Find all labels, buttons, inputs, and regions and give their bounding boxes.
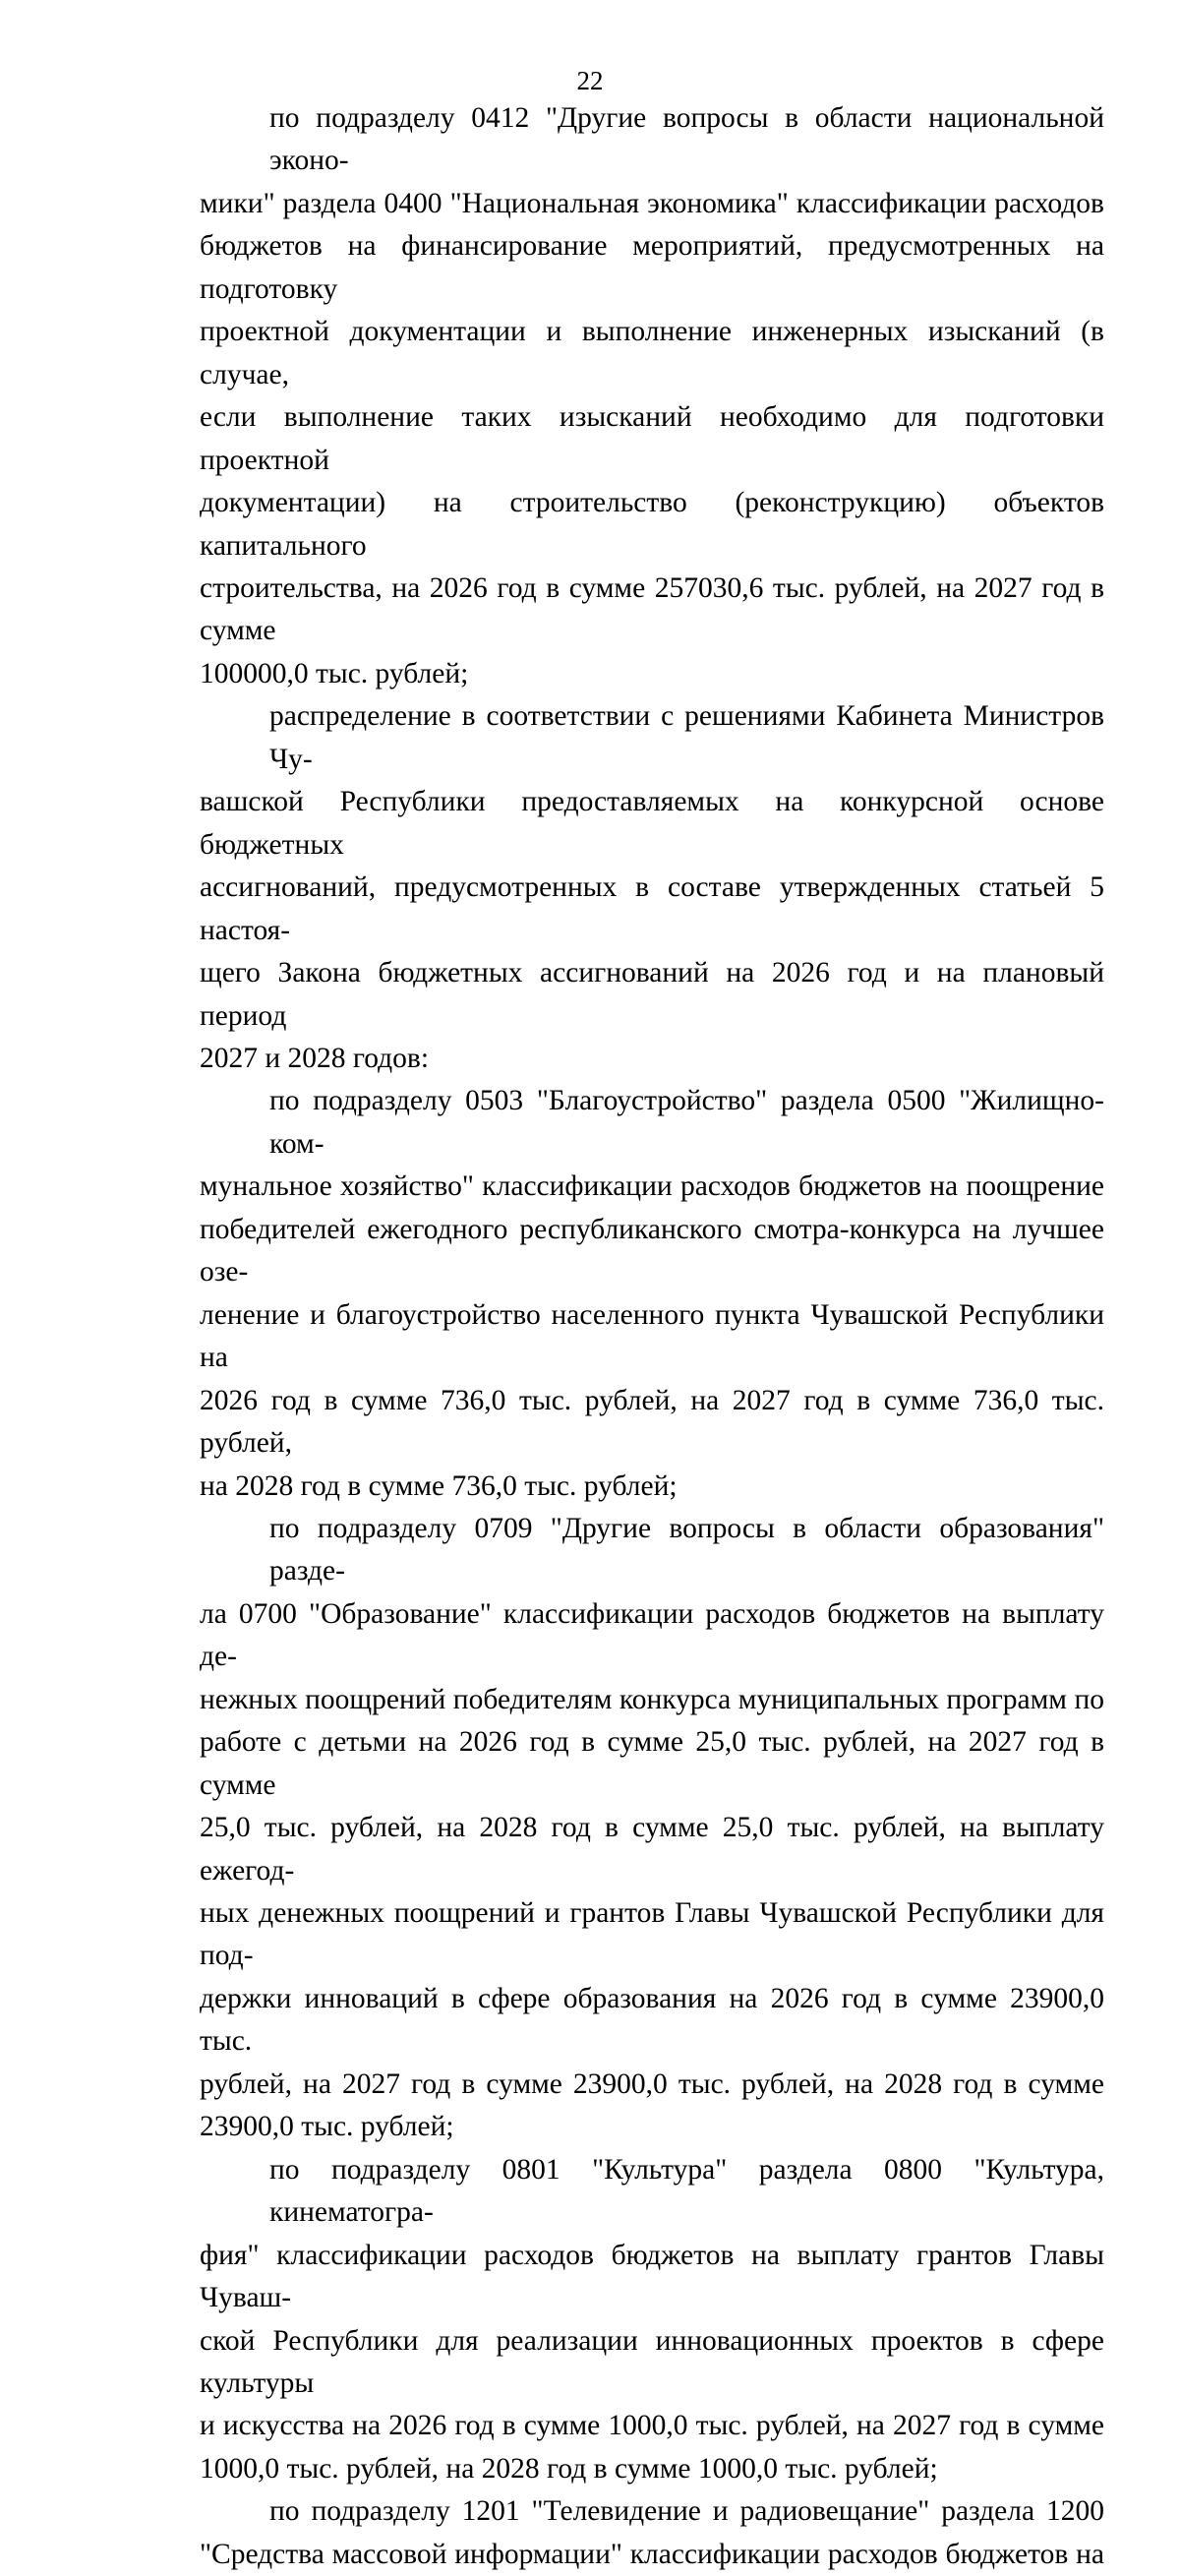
text-line: 1000,0 тыс. рублей, на 2028 год в сумме 1000,0 тыс. рублей;	[200, 2452, 938, 2485]
paragraph-0801-culture	[200, 2149, 1104, 2491]
document-body	[200, 97, 1104, 2576]
text-line: 100000,0 тыс. рублей;	[200, 657, 469, 689]
text-line: и искусства на 2026 год в сумме 1000,0 тыс. рублей, на 2027 год в сумме	[200, 2410, 1104, 2442]
text-line: нежных поощрений победителям конкурса муниципальных программ по	[200, 1683, 1104, 1715]
text-line: ассигнований, предусмотренных в составе утвержденных статьей 5 настоя-	[200, 871, 1104, 946]
text-line: по подразделу 0503 "Благоустройство" раздела 0500 "Жилищно-ком-	[269, 1085, 1104, 1160]
text-line: бюджетов на финансирование мероприятий, предусмотренных на подготовку	[200, 230, 1104, 305]
text-line: "Средства массовой информации" классификации расходов бюджетов на	[200, 2538, 1104, 2570]
text-line: держки инноваций в сфере образования на 2026 год в сумме 23900,0 тыс.	[200, 1982, 1104, 2058]
text-line: ленение и благоустройство населенного пункта Чувашской Республики на	[200, 1298, 1104, 1374]
text-line: документации) на строительство (реконструкцию) объектов капитального	[200, 487, 1104, 562]
text-line: 2026 год в сумме 736,0 тыс. рублей, на 2027 год в сумме 736,0 тыс. рублей,	[200, 1384, 1104, 1460]
text-line: ской Республики для реализации инновационных проектов в сфере культуры	[200, 2324, 1104, 2400]
paragraph-1201-television	[200, 2490, 1104, 2576]
text-line: мики" раздела 0400 "Национальная экономика" классификации расходов	[200, 187, 1104, 219]
text-line: 2027 и 2028 годов:	[200, 1042, 430, 1074]
text-line: по подразделу 0412 "Другие вопросы в области национальной эконо-	[269, 102, 1104, 177]
text-line: по подразделу 1201 "Телевидение и радиовещание" раздела 1200	[269, 2495, 1104, 2528]
text-line: щего Закона бюджетных ассигнований на 2026 год и на плановый период	[200, 957, 1104, 1032]
text-line: проектной документации и выполнение инженерных изысканий (в случае,	[200, 316, 1104, 390]
text-line: распределение в соответствии с решениями Кабинета Министров Чу-	[269, 700, 1104, 775]
text-line: фия" классификации расходов бюджетов на выплату грантов Главы Чуваш-	[200, 2239, 1104, 2314]
text-line: работе с детьми на 2026 год в сумме 25,0 тыс. рублей, на 2027 год в сумме	[200, 1726, 1104, 1801]
paragraph-0709-education	[200, 1508, 1104, 2149]
text-line: рублей, на 2027 год в сумме 23900,0 тыс. рублей, на 2028 год в сумме	[200, 2067, 1104, 2100]
text-line: на 2028 год в сумме 736,0 тыс. рублей;	[200, 1469, 678, 1502]
text-line: по подразделу 0709 "Другие вопросы в области образования" разде-	[269, 1512, 1104, 1588]
text-line: вашской Республики предоставляемых на конкурсной основе бюджетных	[200, 786, 1104, 861]
paragraph-competitive-distribution	[200, 695, 1104, 1080]
text-line: ла 0700 "Образование" классификации расходов бюджетов на выплату де-	[200, 1597, 1104, 1673]
text-line: 23900,0 тыс. рублей;	[200, 2111, 454, 2143]
page-number: 22	[576, 66, 604, 95]
text-line: строительства, на 2026 год в сумме 257030,6 тыс. рублей, на 2027 год в сумме	[200, 571, 1104, 647]
text-line: победителей ежегодного республиканского смотра-конкурса на лучшее озе-	[200, 1213, 1104, 1288]
text-line: ных денежных поощрений и грантов Главы Чувашской Республики для под-	[200, 1897, 1104, 1972]
text-line: по подразделу 0801 "Культура" раздела 0800 "Культура, кинематогра-	[269, 2153, 1104, 2229]
paragraph-0412-other-economy	[200, 97, 1104, 695]
text-line: если выполнение таких изысканий необходимо для подготовки проектной	[200, 401, 1104, 476]
text-line: мунальное хозяйство" классификации расходов бюджетов на поощрение	[200, 1170, 1104, 1203]
text-line: 25,0 тыс. рублей, на 2028 год в сумме 25,0 тыс. рублей, на выплату ежегод-	[200, 1812, 1104, 1887]
paragraph-0503-landscaping	[200, 1080, 1104, 1508]
